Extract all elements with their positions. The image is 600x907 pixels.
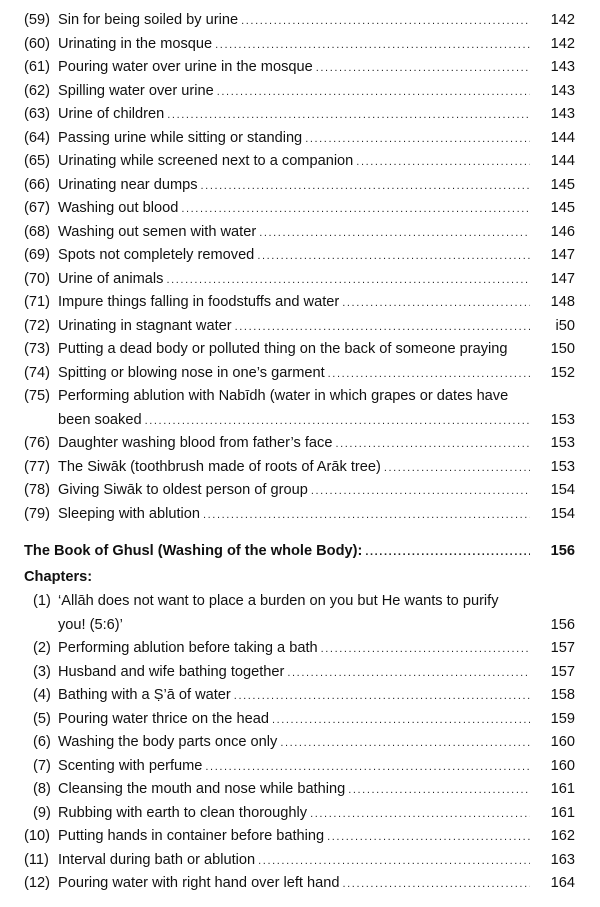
entry-number: (66)	[24, 176, 50, 193]
entry-title: Washing out blood	[58, 200, 179, 216]
chapter-entry	[0, 684, 600, 708]
chapter-number: (12)	[24, 875, 50, 891]
toc-entry	[0, 150, 600, 174]
entry-title: The Siwāk (toothbrush made of roots of Arāk tree)	[58, 458, 381, 475]
dot-leader	[343, 873, 531, 896]
chapter-title: Scenting with perfume	[58, 757, 203, 774]
chapter-title: Pouring water thrice on the head	[58, 710, 269, 727]
chapter-title: Husband and wife bathing together	[58, 663, 285, 680]
chapter-entry	[0, 802, 600, 826]
entry-title: Daughter washing blood from father’s face	[58, 435, 333, 451]
dot-leader	[205, 756, 530, 779]
chapter-page: 157	[550, 663, 575, 680]
entry-number: (60)	[24, 35, 50, 52]
chapter-entry	[0, 825, 600, 849]
entry-number: (64)	[24, 129, 50, 146]
chapter-entry	[0, 708, 600, 732]
entry-number: (59)	[24, 12, 50, 28]
entry-page: 143	[550, 82, 575, 99]
entry-page: 144	[550, 129, 575, 146]
dot-leader	[365, 541, 530, 564]
chapter-number: (2)	[33, 640, 51, 656]
dot-leader	[181, 198, 530, 221]
toc-entry	[0, 197, 600, 221]
toc-entry-line-2	[0, 409, 600, 433]
entry-number: (76)	[24, 435, 50, 451]
dot-leader	[305, 128, 530, 151]
toc-entry	[0, 315, 600, 339]
dot-leader	[280, 732, 530, 755]
dot-leader	[145, 410, 530, 433]
entry-title: Sin for being soiled by urine	[58, 12, 239, 28]
entry-number: (74)	[24, 364, 50, 381]
entry-page: 145	[550, 176, 575, 193]
entry-title: Urine of animals	[58, 270, 164, 287]
chapter-title: Washing the body parts once only	[58, 734, 278, 750]
entry-page: 145	[550, 200, 575, 216]
dot-leader	[316, 57, 530, 80]
entry-title: Urine of children	[58, 106, 165, 122]
entry-number: (67)	[24, 200, 50, 216]
chapter-title: Cleansing the mouth and nose while bathing	[58, 781, 346, 797]
entry-number: (79)	[24, 505, 50, 522]
chapter-page: 156	[550, 616, 575, 633]
entry-title: Washing out semen with water	[58, 223, 257, 240]
entry-page: 153	[550, 458, 575, 475]
entry-title: Impure things falling in foodstuffs and water	[58, 294, 340, 310]
chapter-number: (9)	[33, 804, 51, 821]
dot-leader	[384, 457, 530, 480]
entry-page: 147	[550, 270, 575, 287]
chapter-page: 163	[550, 851, 575, 868]
dot-leader	[257, 245, 530, 268]
chapter-page: 159	[550, 710, 575, 727]
entry-page: i50	[555, 317, 575, 334]
entry-title: Passing urine while sitting or standing	[58, 129, 303, 146]
toc-entry	[0, 80, 600, 104]
dot-leader	[258, 850, 530, 873]
entry-title: Spitting or blowing nose in one’s garment	[58, 364, 325, 381]
entry-page: 146	[550, 223, 575, 240]
chapter-number: (10)	[24, 828, 50, 844]
chapter-title: Putting hands in container before bathing	[58, 828, 325, 844]
chapter-number: (8)	[33, 781, 51, 797]
chapter-entry	[0, 637, 600, 661]
entry-page: 142	[550, 35, 575, 52]
chapter-page: 160	[550, 734, 575, 750]
entry-page: 153	[550, 435, 575, 451]
chapter-page: 161	[550, 804, 575, 821]
entry-number: (72)	[24, 317, 50, 334]
entry-number: (75)	[24, 388, 50, 404]
dot-leader	[311, 480, 530, 503]
chapter-page: 162	[550, 828, 575, 844]
toc-entry	[0, 244, 600, 268]
entry-title: Sleeping with ablution	[58, 505, 200, 522]
toc-entry	[0, 268, 600, 292]
entry-page: 150	[550, 341, 575, 357]
entry-title-continued: been soaked	[58, 411, 142, 428]
entry-number: (68)	[24, 223, 50, 240]
entry-number: (77)	[24, 458, 50, 475]
chapter-entry	[0, 849, 600, 873]
entry-title: Urinating in stagnant water	[58, 317, 232, 334]
entry-page: 142	[550, 12, 575, 28]
toc-entry	[0, 479, 600, 503]
entry-title: Performing ablution with Nabīdh (water in which grapes or dates have	[58, 388, 509, 404]
entry-title: Spilling water over urine	[58, 82, 214, 99]
dot-leader	[166, 269, 530, 292]
dot-leader	[348, 779, 530, 802]
entry-number: (61)	[24, 59, 50, 75]
chapter-title: Rubbing with earth to clean thoroughly	[58, 804, 308, 821]
entry-title: Urinating in the mosque	[58, 35, 213, 52]
chapter-entry	[0, 778, 600, 802]
book-page: 156	[550, 543, 575, 559]
toc-entry	[0, 456, 600, 480]
chapter-entry-line-1	[0, 590, 600, 614]
chapter-page: 157	[550, 640, 575, 656]
chapter-entry	[0, 872, 600, 896]
dot-leader	[201, 175, 530, 198]
chapter-title: Bathing with a Ṣ’ā of water	[58, 687, 231, 703]
chapter-title: Performing ablution before taking a bath	[58, 640, 318, 656]
chapter-entry-line-2	[0, 614, 600, 638]
chapter-entry	[0, 661, 600, 685]
entry-page: 153	[550, 411, 575, 428]
chapter-page: 164	[550, 875, 575, 891]
dot-leader	[356, 151, 530, 174]
chapter-page: 158	[550, 687, 575, 703]
dot-leader	[335, 433, 530, 456]
chapter-page: 160	[550, 757, 575, 774]
entry-number: (73)	[24, 341, 50, 357]
entry-number: (78)	[24, 482, 50, 498]
toc-entry	[0, 103, 600, 127]
dot-leader	[217, 81, 530, 104]
entry-title: Giving Siwāk to oldest person of group	[58, 482, 308, 498]
entry-page: 152	[550, 364, 575, 381]
entry-page: 148	[550, 294, 575, 310]
toc-entry	[0, 338, 600, 362]
chapter-number: (7)	[33, 757, 51, 774]
chapter-number: (11)	[24, 851, 49, 868]
entry-title: Putting a dead body or polluted thing on the back of someone praying	[58, 341, 508, 357]
chapter-page: 161	[550, 781, 575, 797]
toc-entry	[0, 362, 600, 386]
chapter-entry	[0, 755, 600, 779]
dot-leader	[328, 363, 530, 386]
entry-page: 154	[550, 482, 575, 498]
dot-leader	[241, 10, 530, 33]
dot-leader	[310, 803, 530, 826]
toc-entry	[0, 174, 600, 198]
chapter-number: (4)	[33, 687, 51, 703]
chapter-number: (1)	[33, 593, 51, 609]
dot-leader	[259, 222, 530, 245]
entry-number: (69)	[24, 247, 50, 263]
toc-entry	[0, 33, 600, 57]
chapter-title: ‘Allāh does not want to place a burden on you but He wants to purify	[58, 593, 499, 609]
dot-leader	[342, 292, 530, 315]
dot-leader	[215, 34, 530, 57]
chapters-label: Chapters:	[24, 569, 93, 585]
entry-page: 144	[550, 153, 575, 169]
entry-title: Spots not completely removed	[58, 247, 255, 263]
toc-entry	[0, 127, 600, 151]
entry-title: Pouring water over urine in the mosque	[58, 59, 313, 75]
entry-number: (63)	[24, 106, 50, 122]
entry-page: 143	[550, 106, 575, 122]
dot-leader	[327, 826, 530, 849]
toc-entry	[0, 291, 600, 315]
toc-entry	[0, 56, 600, 80]
dot-leader	[321, 638, 530, 661]
book-heading	[0, 540, 600, 564]
entry-title: Urinating while screened next to a companion	[58, 153, 354, 169]
toc-entry	[0, 432, 600, 456]
dot-leader	[167, 104, 530, 127]
chapter-title: Pouring water with right hand over left hand	[58, 875, 340, 891]
chapter-entry	[0, 731, 600, 755]
chapter-number: (6)	[33, 734, 51, 750]
dot-leader	[272, 709, 530, 732]
chapter-number: (5)	[33, 710, 51, 727]
toc-entry-line-1	[0, 385, 600, 409]
entry-number: (71)	[24, 294, 50, 310]
entry-page: 143	[550, 59, 575, 75]
dot-leader	[287, 662, 530, 685]
dot-leader	[234, 685, 530, 708]
entry-number: (62)	[24, 82, 50, 99]
entry-number: (65)	[24, 153, 50, 169]
dot-leader	[203, 504, 530, 527]
entry-number: (70)	[24, 270, 50, 287]
entry-page: 154	[550, 505, 575, 522]
toc-entry	[0, 503, 600, 527]
toc-entry	[0, 221, 600, 245]
book-title: The Book of Ghusl (Washing of the whole Body):	[24, 543, 363, 559]
toc-entry	[0, 9, 600, 33]
dot-leader	[235, 316, 530, 339]
chapter-title-continued: you! (5:6)’	[58, 616, 123, 633]
entry-title: Urinating near dumps	[58, 176, 198, 193]
entry-page: 147	[550, 247, 575, 263]
chapter-number: (3)	[33, 663, 51, 680]
chapter-title: Interval during bath or ablution	[58, 851, 256, 868]
